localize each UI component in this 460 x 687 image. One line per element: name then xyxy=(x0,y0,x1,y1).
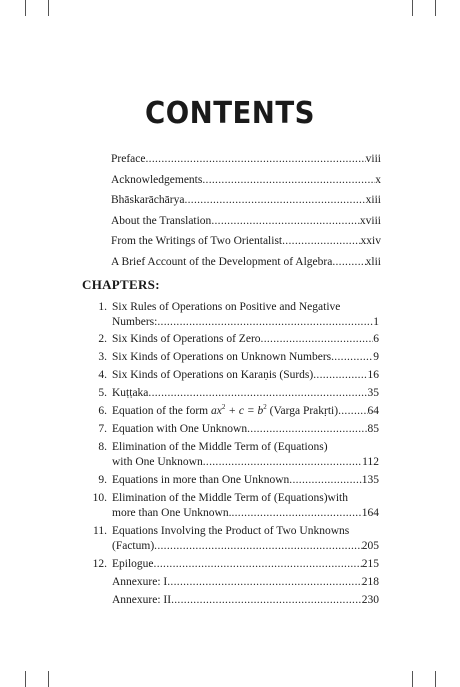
chapter-page: 16 xyxy=(367,369,379,381)
chapter-title: Epilogue xyxy=(112,558,154,570)
toc-entry[interactable] xyxy=(111,235,381,256)
chapter-title: Equations in more than One Unknown xyxy=(112,474,290,486)
chapter-number: 1. xyxy=(98,301,107,313)
toc-entry-label: A Brief Account of the Development of Algebra xyxy=(111,255,333,268)
toc-entry-label: Bhāskarāchārya xyxy=(111,194,185,207)
chapter-page: 85 xyxy=(367,423,379,435)
chapter-title: Equations Involving the Product of Two Unknowns xyxy=(112,525,350,537)
leader-dots xyxy=(332,256,365,268)
chapter-title: Equation of the form $ax^2 + c = b^2$ (Varga Prakṛti) xyxy=(112,403,339,417)
annexure-page: 218 xyxy=(361,576,379,588)
chapter-entry[interactable] xyxy=(82,351,379,366)
chapter-page: 9 xyxy=(373,351,379,363)
chapter-number: 12. xyxy=(92,558,107,570)
leader-dots xyxy=(313,369,367,381)
leader-dots xyxy=(148,387,367,399)
chapter-number: 5. xyxy=(98,387,107,399)
leader-dots xyxy=(211,215,360,227)
crop-mark xyxy=(435,0,436,16)
chapter-number: 11. xyxy=(93,525,107,537)
chapter-title-cont: Numbers: xyxy=(112,316,158,328)
toc-entry[interactable] xyxy=(111,215,381,236)
chapter-number: 7. xyxy=(98,423,107,435)
chapter-page: 205 xyxy=(361,540,379,552)
annexure-entry[interactable] xyxy=(82,576,379,591)
chapter-entry[interactable] xyxy=(82,301,379,331)
leader-dots xyxy=(231,507,361,519)
toc-entry[interactable] xyxy=(111,174,381,195)
crop-mark xyxy=(412,671,413,687)
crop-mark xyxy=(412,0,413,16)
toc-entry[interactable] xyxy=(111,153,381,174)
chapter-entry[interactable] xyxy=(82,492,379,522)
leader-dots xyxy=(184,194,365,206)
chapter-number: 9. xyxy=(98,474,107,486)
toc-entry-label: About the Translation xyxy=(111,214,212,227)
chapter-title: Six Kinds of Operations on Unknown Numbers xyxy=(112,351,332,363)
leader-dots xyxy=(261,333,374,345)
toc-entry-page: viii xyxy=(365,153,381,165)
chapter-title-cont: (Factum) xyxy=(112,540,155,552)
toc-entry-label: Preface xyxy=(111,153,146,165)
chapter-number: 2. xyxy=(98,333,107,345)
leader-dots xyxy=(203,456,362,468)
toc-entry-page: xiii xyxy=(365,194,381,207)
crop-mark xyxy=(435,671,436,687)
crop-mark xyxy=(48,0,49,16)
toc-entry-page: xviii xyxy=(359,214,381,227)
toc-entry-label: Acknowledgements xyxy=(111,173,203,186)
chapter-entry[interactable] xyxy=(82,333,379,348)
crop-mark xyxy=(48,671,49,687)
chapter-title: Kuṭṭaka xyxy=(112,387,149,399)
leader-dots xyxy=(247,423,367,435)
chapter-page: 6 xyxy=(373,333,379,345)
chapter-page: 135 xyxy=(361,474,379,486)
chapter-entry[interactable] xyxy=(82,525,379,555)
leader-dots xyxy=(167,576,362,588)
chapter-entry[interactable] xyxy=(82,369,379,384)
toc-entry[interactable] xyxy=(111,194,381,215)
annexure-title: Annexure: II xyxy=(112,594,172,606)
chapter-title: Elimination of the Middle Term of (Equations)with xyxy=(112,492,348,504)
chapter-entry[interactable] xyxy=(82,405,379,420)
leader-dots xyxy=(331,351,373,363)
chapter-page: 112 xyxy=(362,456,379,468)
leader-dots xyxy=(282,235,360,247)
leader-dots xyxy=(338,405,367,417)
chapter-page: 1 xyxy=(373,316,379,328)
chapter-entry[interactable] xyxy=(82,474,379,489)
toc-entry-page: xxiv xyxy=(360,235,381,248)
leader-dots xyxy=(202,174,375,186)
chapter-entry[interactable] xyxy=(82,387,379,402)
chapter-page: 64 xyxy=(367,405,379,417)
toc-entry[interactable] xyxy=(111,256,381,277)
chapter-page: 215 xyxy=(361,558,379,570)
leader-dots xyxy=(154,540,362,552)
chapter-title: Six Kinds of Operations of Zero xyxy=(112,333,261,345)
toc-entry-page: x xyxy=(375,173,381,186)
chapter-title: Six Rules of Operations on Positive and Negative xyxy=(112,301,341,313)
chapter-number: 10. xyxy=(92,492,107,504)
chapter-title: Equation with One Unknown xyxy=(112,423,248,435)
annexure-title: Annexure: I xyxy=(112,576,168,588)
annexure-entry[interactable] xyxy=(82,594,379,609)
chapter-entry[interactable] xyxy=(82,441,379,471)
leader-dots xyxy=(154,558,362,570)
chapter-title-cont: with One Unknown xyxy=(112,456,203,468)
front-matter-list xyxy=(111,153,381,277)
toc-entry-label: From the Writings of Two Orientalist xyxy=(111,235,283,248)
crop-mark xyxy=(25,0,26,16)
chapter-entry[interactable] xyxy=(82,558,379,573)
chapter-title-cont: more than One Unknown. xyxy=(112,507,232,519)
leader-dots xyxy=(289,474,361,486)
leader-dots xyxy=(171,594,362,606)
chapter-number: 3. xyxy=(98,351,107,363)
chapters-heading: CHAPTERS: xyxy=(82,277,160,292)
chapter-title: Elimination of the Middle Term of (Equations) xyxy=(112,441,328,453)
chapter-title: Six Kinds of Operations on Karaṇis (Surds) xyxy=(112,369,314,381)
toc-entry-page: xlii xyxy=(365,255,381,268)
leader-dots xyxy=(145,153,365,165)
annexure-page: 230 xyxy=(361,594,379,606)
leader-dots xyxy=(157,316,373,328)
chapter-number: 6. xyxy=(98,405,107,417)
chapter-page: 164 xyxy=(361,507,379,519)
page-title: CONTENTS xyxy=(145,96,315,131)
chapter-number: 4. xyxy=(98,369,107,381)
chapter-page: 35 xyxy=(367,387,379,399)
chapter-entry[interactable] xyxy=(82,423,379,438)
chapter-number: 8. xyxy=(98,441,107,453)
crop-mark xyxy=(25,671,26,687)
